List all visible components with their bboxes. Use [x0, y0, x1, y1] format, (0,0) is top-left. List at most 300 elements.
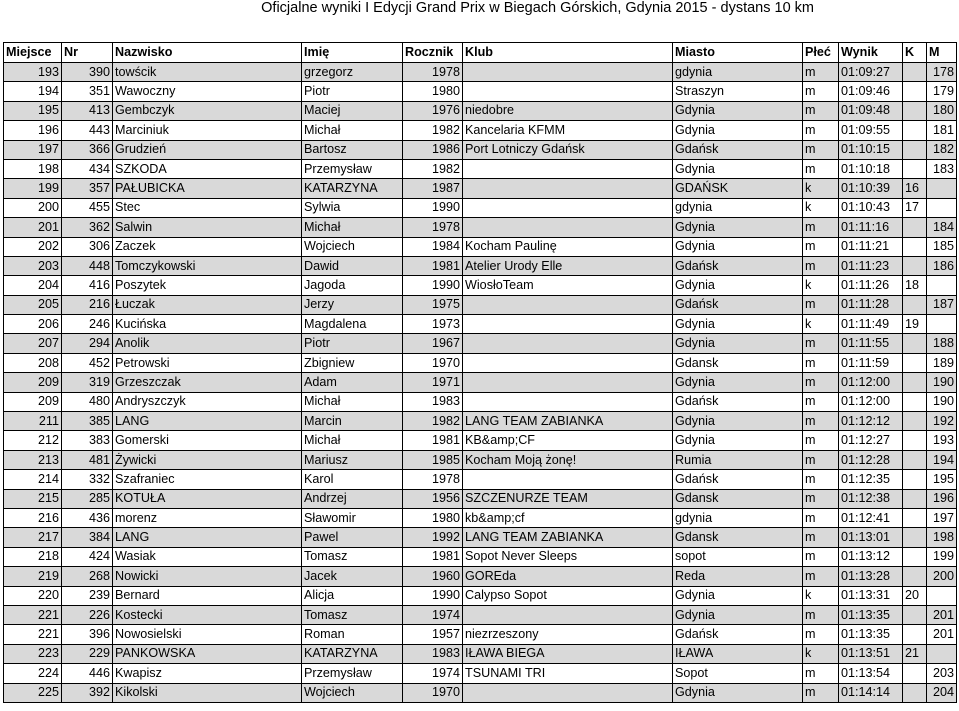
cell-nazwisko: Łuczak: [113, 295, 302, 314]
cell-miejsce: 214: [4, 470, 62, 489]
cell-nr: 246: [62, 315, 113, 334]
cell-m: 189: [927, 353, 957, 372]
cell-nazwisko: Anolik: [113, 334, 302, 353]
cell-klub: [463, 353, 673, 372]
cell-imie: Bartosz: [302, 140, 403, 159]
cell-wynik: 01:11:26: [839, 276, 903, 295]
cell-imie: grzegorz: [302, 63, 403, 82]
cell-imie: Michał: [302, 121, 403, 140]
cell-wynik: 01:11:28: [839, 295, 903, 314]
cell-plec: m: [803, 470, 839, 489]
cell-plec: m: [803, 625, 839, 644]
cell-plec: m: [803, 256, 839, 275]
cell-miejsce: 199: [4, 179, 62, 198]
cell-miejsce: 202: [4, 237, 62, 256]
cell-imie: Michał: [302, 218, 403, 237]
table-row: [4, 508, 957, 527]
cell-rocznik: 1981: [403, 431, 463, 450]
table-row: [4, 547, 957, 566]
cell-miasto: Gdańsk: [673, 470, 803, 489]
cell-wynik: 01:11:59: [839, 353, 903, 372]
table-body: [4, 63, 957, 703]
cell-miejsce: 217: [4, 528, 62, 547]
cell-k: [903, 605, 927, 624]
page-title: Oficjalne wyniki I Edycji Grand Prix w Biegach Górskich, Gdynia 2015 - dystans 10 km: [261, 0, 814, 16]
cell-miejsce: 212: [4, 431, 62, 450]
cell-m: 181: [927, 121, 957, 140]
cell-klub: LANG TEAM ZABIANKA: [463, 528, 673, 547]
cell-miejsce: 215: [4, 489, 62, 508]
cell-miasto: Straszyn: [673, 82, 803, 101]
cell-imie: Tomasz: [302, 605, 403, 624]
cell-rocznik: 1974: [403, 605, 463, 624]
header-row: [4, 43, 957, 63]
cell-k: [903, 625, 927, 644]
cell-miejsce: 195: [4, 101, 62, 120]
cell-miasto: gdynia: [673, 63, 803, 82]
cell-rocznik: 1985: [403, 450, 463, 469]
cell-miasto: Gdansk: [673, 528, 803, 547]
cell-wynik: 01:13:54: [839, 664, 903, 683]
cell-nazwisko: Gomerski: [113, 431, 302, 450]
cell-imie: Jacek: [302, 567, 403, 586]
cell-nazwisko: SZKODA: [113, 159, 302, 178]
cell-wynik: 01:13:31: [839, 586, 903, 605]
table-row: [4, 315, 957, 334]
header-rocznik: Rocznik: [403, 43, 463, 63]
cell-rocznik: 1978: [403, 63, 463, 82]
cell-imie: Sylwia: [302, 198, 403, 217]
cell-nazwisko: Kikolski: [113, 683, 302, 702]
cell-wynik: 01:13:35: [839, 605, 903, 624]
header-k: K: [903, 43, 927, 63]
table-row: [4, 256, 957, 275]
cell-wynik: 01:13:28: [839, 567, 903, 586]
cell-nr: 366: [62, 140, 113, 159]
cell-plec: m: [803, 489, 839, 508]
cell-plec: m: [803, 101, 839, 120]
table-row: [4, 470, 957, 489]
cell-rocznik: 1957: [403, 625, 463, 644]
cell-k: [903, 353, 927, 372]
cell-wynik: 01:12:41: [839, 508, 903, 527]
cell-miasto: Gdynia: [673, 315, 803, 334]
cell-klub: niedobre: [463, 101, 673, 120]
cell-m: [927, 315, 957, 334]
cell-klub: Kancelaria KFMM: [463, 121, 673, 140]
cell-k: [903, 412, 927, 431]
cell-miejsce: 208: [4, 353, 62, 372]
cell-rocznik: 1956: [403, 489, 463, 508]
cell-nazwisko: Żywicki: [113, 450, 302, 469]
cell-miejsce: 207: [4, 334, 62, 353]
table-row: [4, 353, 957, 372]
cell-klub: WiosłoTeam: [463, 276, 673, 295]
cell-k: [903, 295, 927, 314]
cell-k: 20: [903, 586, 927, 605]
cell-imie: Wojciech: [302, 683, 403, 702]
cell-nazwisko: Andryszczyk: [113, 392, 302, 411]
cell-klub: [463, 82, 673, 101]
cell-rocznik: 1981: [403, 256, 463, 275]
table-row: [4, 373, 957, 392]
cell-nr: 396: [62, 625, 113, 644]
cell-imie: Wojciech: [302, 237, 403, 256]
table-row: [4, 101, 957, 120]
cell-plec: k: [803, 198, 839, 217]
cell-plec: m: [803, 373, 839, 392]
header-miejsce: Miejsce: [4, 43, 62, 63]
cell-imie: Mariusz: [302, 450, 403, 469]
cell-nazwisko: Zaczek: [113, 237, 302, 256]
cell-m: 195: [927, 470, 957, 489]
cell-nazwisko: Stec: [113, 198, 302, 217]
cell-miejsce: 218: [4, 547, 62, 566]
cell-imie: Adam: [302, 373, 403, 392]
cell-imie: Karol: [302, 470, 403, 489]
cell-nazwisko: Wawoczny: [113, 82, 302, 101]
cell-k: [903, 683, 927, 702]
cell-wynik: 01:13:51: [839, 644, 903, 663]
cell-nazwisko: Salwin: [113, 218, 302, 237]
cell-k: [903, 159, 927, 178]
cell-nr: 319: [62, 373, 113, 392]
cell-nazwisko: KOTUŁA: [113, 489, 302, 508]
cell-wynik: 01:11:55: [839, 334, 903, 353]
cell-k: [903, 489, 927, 508]
cell-imie: Maciej: [302, 101, 403, 120]
cell-plec: m: [803, 82, 839, 101]
cell-rocznik: 1980: [403, 508, 463, 527]
cell-imie: Piotr: [302, 82, 403, 101]
cell-nazwisko: Kucińska: [113, 315, 302, 334]
table-row: [4, 431, 957, 450]
cell-imie: Roman: [302, 625, 403, 644]
cell-miejsce: 223: [4, 644, 62, 663]
cell-miasto: Gdańsk: [673, 256, 803, 275]
cell-plec: m: [803, 450, 839, 469]
cell-miasto: Gdynia: [673, 412, 803, 431]
cell-imie: Przemysław: [302, 664, 403, 683]
cell-wynik: 01:11:16: [839, 218, 903, 237]
table-row: [4, 528, 957, 547]
cell-nr: 294: [62, 334, 113, 353]
cell-rocznik: 1983: [403, 644, 463, 663]
table-row: [4, 605, 957, 624]
cell-rocznik: 1981: [403, 547, 463, 566]
cell-miasto: gdynia: [673, 508, 803, 527]
cell-plec: m: [803, 683, 839, 702]
cell-miejsce: 205: [4, 295, 62, 314]
cell-miasto: Gdańsk: [673, 392, 803, 411]
cell-rocznik: 1970: [403, 353, 463, 372]
cell-nazwisko: Bernard: [113, 586, 302, 605]
cell-rocznik: 1990: [403, 586, 463, 605]
cell-klub: kb&amp;cf: [463, 508, 673, 527]
cell-miasto: Gdynia: [673, 373, 803, 392]
cell-m: [927, 276, 957, 295]
cell-plec: k: [803, 644, 839, 663]
table-row: [4, 644, 957, 663]
cell-k: [903, 140, 927, 159]
cell-miejsce: 193: [4, 63, 62, 82]
cell-nazwisko: Gembczyk: [113, 101, 302, 120]
cell-k: [903, 470, 927, 489]
cell-nr: 452: [62, 353, 113, 372]
cell-m: 196: [927, 489, 957, 508]
cell-miasto: Rumia: [673, 450, 803, 469]
cell-m: 194: [927, 450, 957, 469]
cell-plec: m: [803, 159, 839, 178]
cell-miasto: Gdynia: [673, 237, 803, 256]
cell-nazwisko: LANG: [113, 412, 302, 431]
cell-plec: m: [803, 140, 839, 159]
cell-k: [903, 237, 927, 256]
cell-nr: 357: [62, 179, 113, 198]
cell-miejsce: 194: [4, 82, 62, 101]
table-header: [4, 43, 957, 63]
cell-wynik: 01:10:15: [839, 140, 903, 159]
cell-miasto: Gdynia: [673, 159, 803, 178]
cell-imie: Jerzy: [302, 295, 403, 314]
cell-nr: 351: [62, 82, 113, 101]
cell-m: 200: [927, 567, 957, 586]
cell-wynik: 01:12:38: [839, 489, 903, 508]
cell-k: [903, 121, 927, 140]
cell-miasto: IŁAWA: [673, 644, 803, 663]
cell-nr: 226: [62, 605, 113, 624]
cell-nazwisko: Poszytek: [113, 276, 302, 295]
cell-nazwisko: LANG: [113, 528, 302, 547]
cell-klub: Kocham Moją żonę!: [463, 450, 673, 469]
cell-klub: niezrzeszony: [463, 625, 673, 644]
table-row: [4, 159, 957, 178]
cell-nr: 413: [62, 101, 113, 120]
table-row: [4, 412, 957, 431]
cell-nazwisko: Nowicki: [113, 567, 302, 586]
cell-wynik: 01:12:27: [839, 431, 903, 450]
cell-miasto: Gdynia: [673, 605, 803, 624]
table-row: [4, 179, 957, 198]
header-wynik: Wynik: [839, 43, 903, 63]
cell-klub: [463, 179, 673, 198]
cell-miasto: Gdynia: [673, 121, 803, 140]
cell-k: [903, 567, 927, 586]
cell-wynik: 01:10:43: [839, 198, 903, 217]
header-plec: Płeć: [803, 43, 839, 63]
cell-miasto: sopot: [673, 547, 803, 566]
cell-miejsce: 209: [4, 392, 62, 411]
cell-nazwisko: Wasiak: [113, 547, 302, 566]
cell-rocznik: 1990: [403, 198, 463, 217]
cell-nazwisko: Nowosielski: [113, 625, 302, 644]
cell-m: 184: [927, 218, 957, 237]
cell-m: 204: [927, 683, 957, 702]
table-row: [4, 489, 957, 508]
cell-plec: m: [803, 218, 839, 237]
cell-wynik: 01:13:12: [839, 547, 903, 566]
table-row: [4, 392, 957, 411]
cell-nr: 239: [62, 586, 113, 605]
cell-imie: Przemysław: [302, 159, 403, 178]
cell-nazwisko: Szafraniec: [113, 470, 302, 489]
cell-klub: TSUNAMI TRI: [463, 664, 673, 683]
cell-plec: m: [803, 121, 839, 140]
cell-rocznik: 1984: [403, 237, 463, 256]
header-nr: Nr: [62, 43, 113, 63]
cell-nazwisko: Kwapisz: [113, 664, 302, 683]
cell-miejsce: 196: [4, 121, 62, 140]
cell-nr: 306: [62, 237, 113, 256]
cell-wynik: 01:10:39: [839, 179, 903, 198]
cell-nr: 392: [62, 683, 113, 702]
cell-nr: 443: [62, 121, 113, 140]
cell-nazwisko: Grudzień: [113, 140, 302, 159]
cell-wynik: 01:12:28: [839, 450, 903, 469]
cell-miasto: Gdynia: [673, 218, 803, 237]
cell-m: [927, 644, 957, 663]
cell-rocznik: 1982: [403, 412, 463, 431]
cell-plec: k: [803, 586, 839, 605]
cell-miejsce: 216: [4, 508, 62, 527]
cell-miejsce: 198: [4, 159, 62, 178]
cell-miejsce: 206: [4, 315, 62, 334]
cell-plec: m: [803, 605, 839, 624]
table-row: [4, 121, 957, 140]
cell-plec: m: [803, 63, 839, 82]
cell-plec: k: [803, 315, 839, 334]
cell-wynik: 01:11:21: [839, 237, 903, 256]
cell-klub: [463, 683, 673, 702]
cell-rocznik: 1974: [403, 664, 463, 683]
cell-k: [903, 101, 927, 120]
cell-rocznik: 1990: [403, 276, 463, 295]
cell-nr: 285: [62, 489, 113, 508]
cell-miasto: Gdańsk: [673, 295, 803, 314]
cell-miasto: Gdynia: [673, 586, 803, 605]
cell-k: [903, 82, 927, 101]
cell-klub: [463, 63, 673, 82]
cell-plec: m: [803, 508, 839, 527]
header-nazwisko: Nazwisko: [113, 43, 302, 63]
cell-miejsce: 197: [4, 140, 62, 159]
cell-imie: Pawel: [302, 528, 403, 547]
cell-imie: Zbigniew: [302, 353, 403, 372]
cell-klub: [463, 373, 673, 392]
table-row: [4, 140, 957, 159]
cell-k: 19: [903, 315, 927, 334]
cell-wynik: 01:11:49: [839, 315, 903, 334]
cell-m: 178: [927, 63, 957, 82]
cell-imie: Sławomir: [302, 508, 403, 527]
cell-m: 179: [927, 82, 957, 101]
cell-miejsce: 201: [4, 218, 62, 237]
cell-nr: 385: [62, 412, 113, 431]
cell-m: 182: [927, 140, 957, 159]
cell-nr: 383: [62, 431, 113, 450]
cell-plec: m: [803, 334, 839, 353]
cell-nazwisko: Kostecki: [113, 605, 302, 624]
cell-wynik: 01:11:23: [839, 256, 903, 275]
cell-plec: m: [803, 295, 839, 314]
cell-klub: [463, 392, 673, 411]
cell-rocznik: 1980: [403, 82, 463, 101]
cell-imie: Jagoda: [302, 276, 403, 295]
cell-plec: m: [803, 392, 839, 411]
cell-rocznik: 1967: [403, 334, 463, 353]
header-klub: Klub: [463, 43, 673, 63]
cell-m: [927, 198, 957, 217]
cell-wynik: 01:10:18: [839, 159, 903, 178]
cell-wynik: 01:09:27: [839, 63, 903, 82]
cell-imie: Andrzej: [302, 489, 403, 508]
cell-nr: 446: [62, 664, 113, 683]
cell-k: 18: [903, 276, 927, 295]
cell-miasto: Gdańsk: [673, 140, 803, 159]
cell-rocznik: 1971: [403, 373, 463, 392]
cell-m: 186: [927, 256, 957, 275]
cell-klub: [463, 315, 673, 334]
cell-plec: m: [803, 412, 839, 431]
cell-miasto: Gdańsk: [673, 625, 803, 644]
cell-imie: KATARZYNA: [302, 644, 403, 663]
cell-nazwisko: Tomczykowski: [113, 256, 302, 275]
cell-klub: [463, 159, 673, 178]
results-table: [3, 42, 957, 703]
cell-miasto: Gdansk: [673, 489, 803, 508]
cell-rocznik: 1973: [403, 315, 463, 334]
cell-miejsce: 220: [4, 586, 62, 605]
cell-rocznik: 1992: [403, 528, 463, 547]
cell-miasto: gdynia: [673, 198, 803, 217]
cell-rocznik: 1987: [403, 179, 463, 198]
cell-miasto: Gdynia: [673, 683, 803, 702]
cell-m: 188: [927, 334, 957, 353]
cell-imie: Magdalena: [302, 315, 403, 334]
cell-imie: Dawid: [302, 256, 403, 275]
cell-k: [903, 392, 927, 411]
table-row: [4, 450, 957, 469]
cell-nazwisko: morenz: [113, 508, 302, 527]
cell-m: [927, 179, 957, 198]
table-row: [4, 664, 957, 683]
cell-miasto: Gdynia: [673, 431, 803, 450]
table-row: [4, 276, 957, 295]
cell-miejsce: 221: [4, 625, 62, 644]
cell-miejsce: 203: [4, 256, 62, 275]
cell-wynik: 01:09:48: [839, 101, 903, 120]
cell-rocznik: 1970: [403, 683, 463, 702]
cell-nazwisko: PANKOWSKA: [113, 644, 302, 663]
cell-m: 198: [927, 528, 957, 547]
cell-nazwisko: Petrowski: [113, 353, 302, 372]
cell-m: 203: [927, 664, 957, 683]
table-row: [4, 586, 957, 605]
cell-nr: 229: [62, 644, 113, 663]
cell-m: 199: [927, 547, 957, 566]
cell-k: [903, 256, 927, 275]
cell-klub: KB&amp;CF: [463, 431, 673, 450]
cell-klub: [463, 218, 673, 237]
cell-wynik: 01:13:01: [839, 528, 903, 547]
cell-m: 185: [927, 237, 957, 256]
cell-miejsce: 209: [4, 373, 62, 392]
table-row: [4, 625, 957, 644]
cell-m: 183: [927, 159, 957, 178]
cell-k: [903, 373, 927, 392]
cell-nr: 424: [62, 547, 113, 566]
cell-miejsce: 224: [4, 664, 62, 683]
